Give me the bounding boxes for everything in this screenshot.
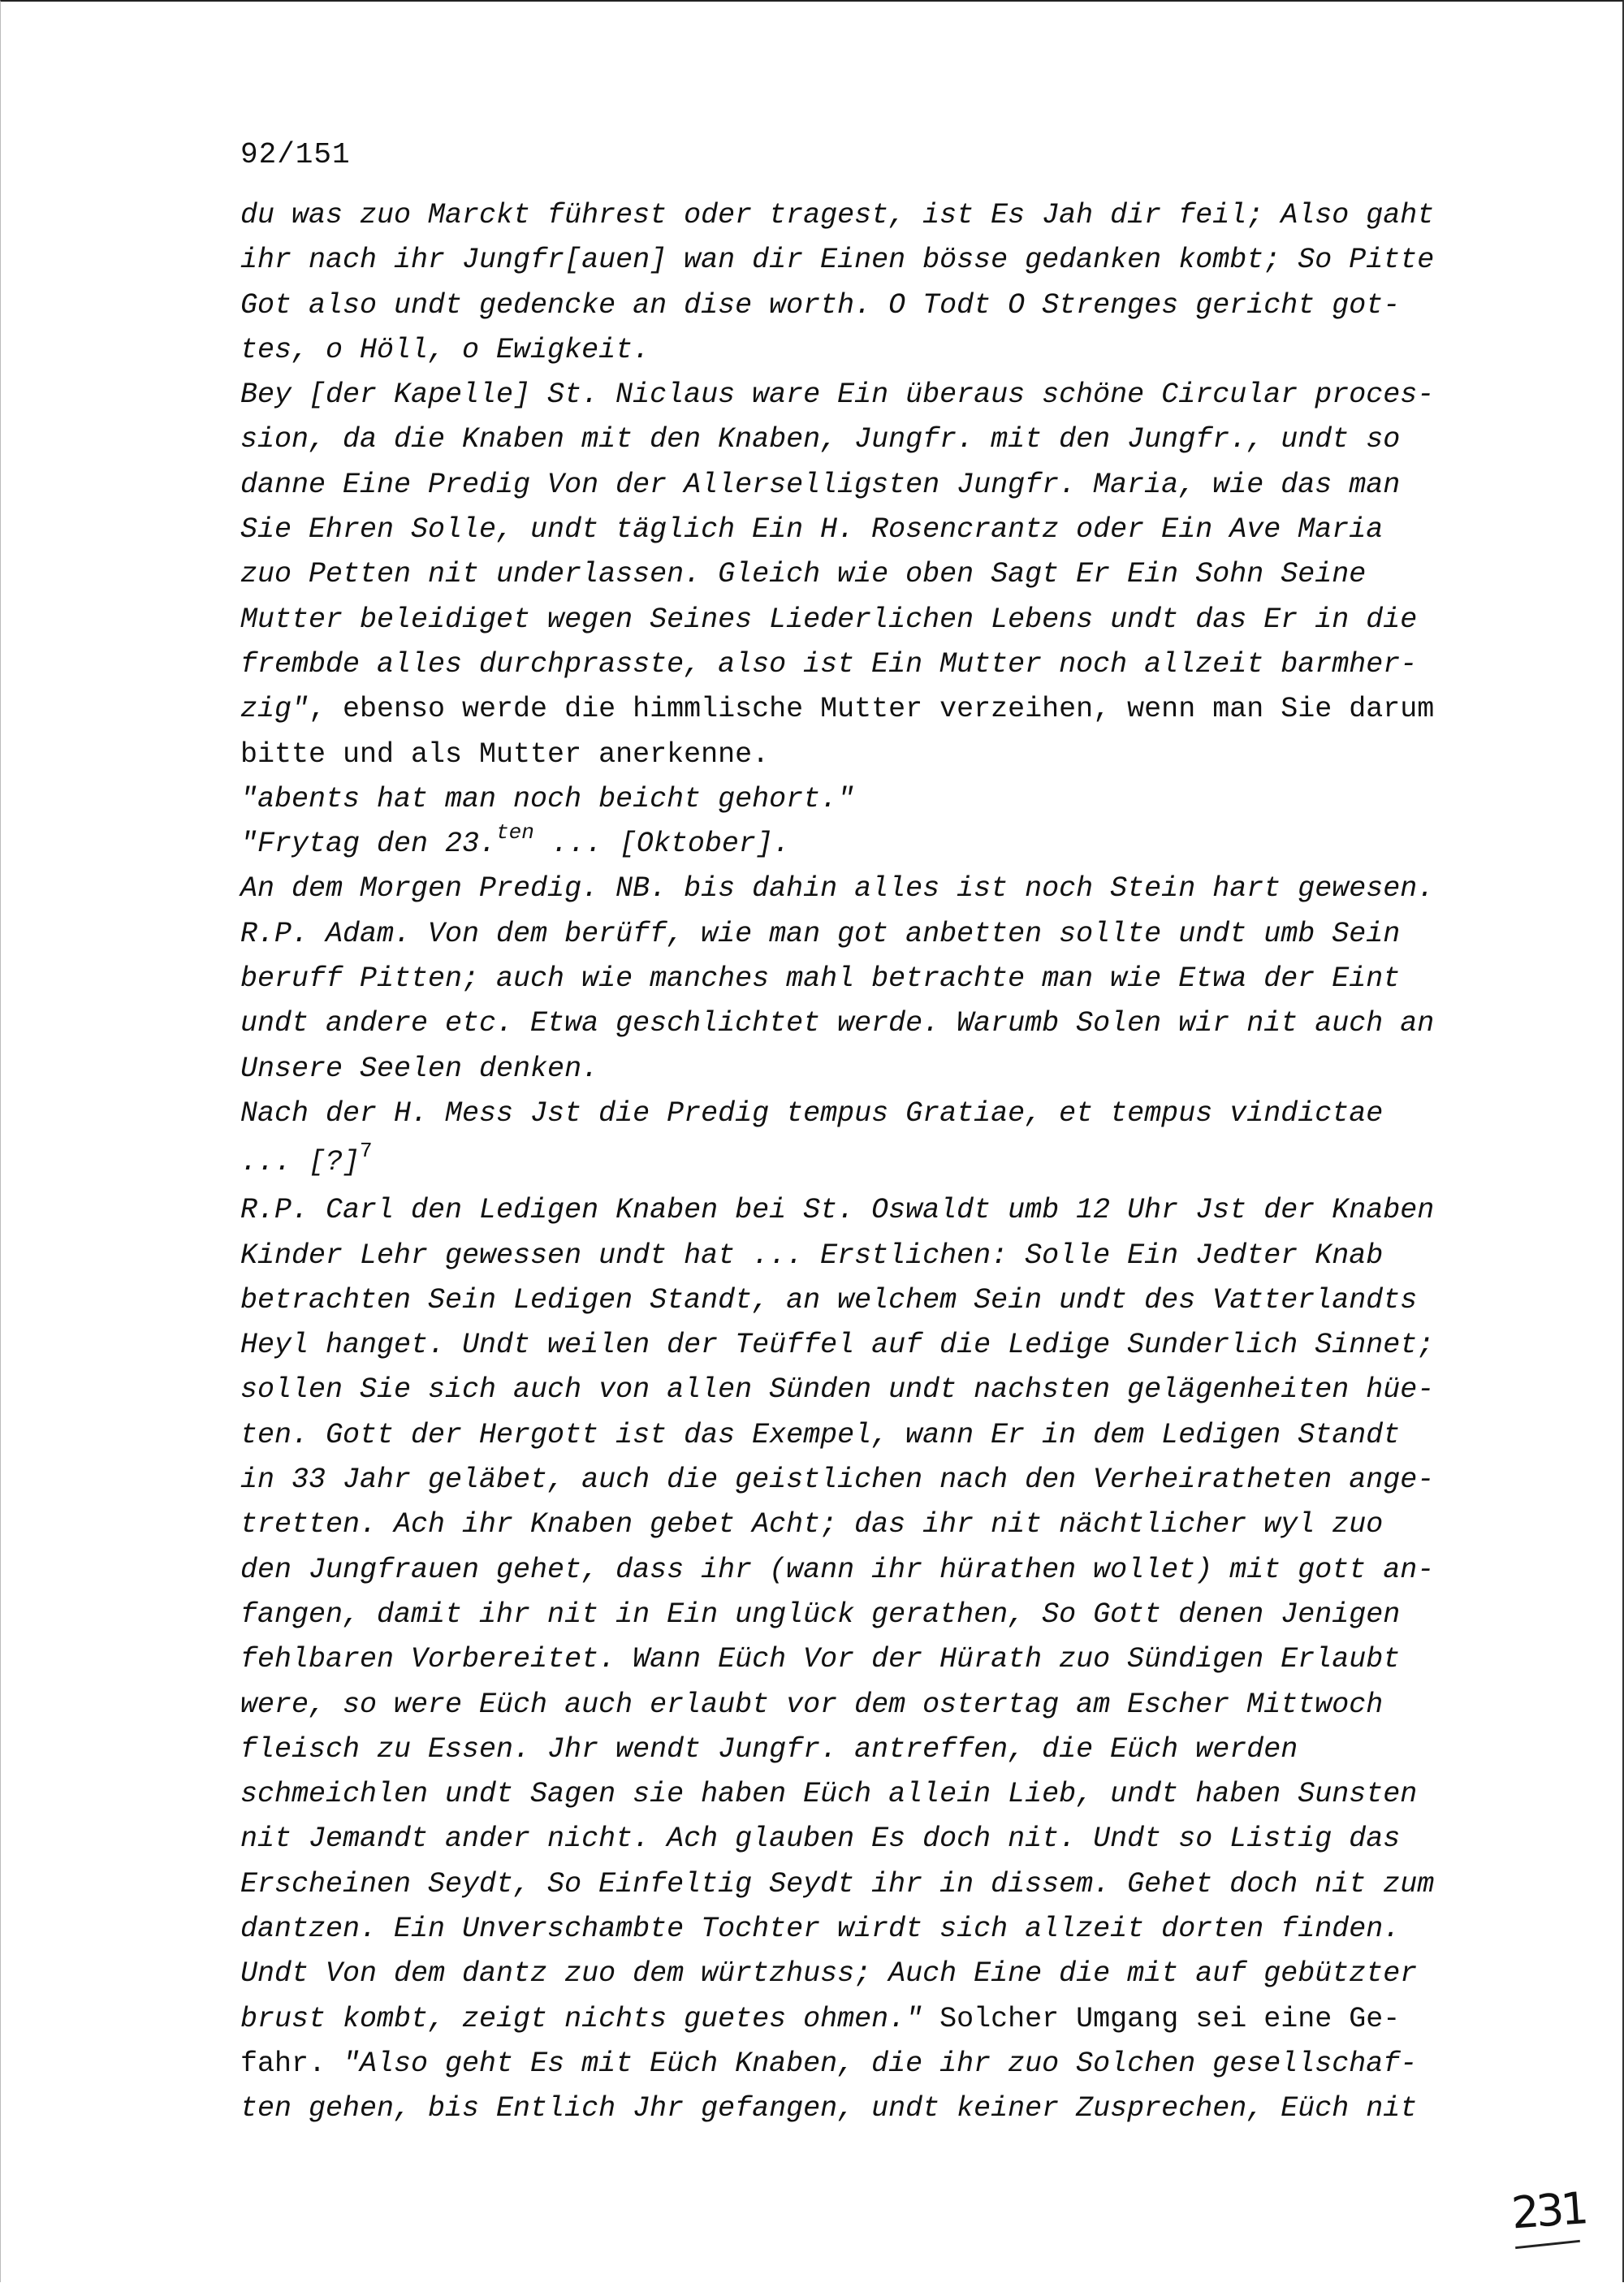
text-line: Bey [der Kapelle] St. Niclaus ware Ein überaus schöne Circular proces-	[240, 378, 1435, 412]
text-line: schmeichlen undt Sagen sie haben Eüch allein Lieb, undt haben Sunsten	[240, 1778, 1418, 1811]
text-line: du was zuo Marckt führest oder tragest, ist Es Jah dir feil; Also gaht	[240, 199, 1435, 231]
text-line: fleisch zu Essen. Jhr wendt Jungfr. antreffen, die Eüch werden	[240, 1732, 1298, 1766]
text-line	[240, 1997, 1491, 2042]
text-line: Mutter beleidiget wegen Seines Liederlichen Lebens undt das Er in die	[240, 603, 1418, 636]
text-line-italic: zig"	[240, 693, 309, 726]
text-fragment: ... [?]	[240, 1146, 361, 1179]
text-line: Kinder Lehr gewessen undt hat ... Erstlichen: Solle Ein Jedter Knab	[240, 1239, 1384, 1272]
text-fragment: "Frytag den 23.	[240, 828, 497, 861]
text-line: in 33 Jahr geläbet, auch die geistlichen nach den Verheiratheten ange-	[240, 1464, 1435, 1497]
text-line: sion, da die Knaben mit den Knaben, Jungfr. mit den Jungfr., undt so	[240, 423, 1401, 456]
text-line: ten. Gott der Hergott ist das Exempel, wann Er in dem Ledigen Standt	[240, 1418, 1401, 1451]
text-line: den Jungfrauen gehet, dass ihr (wann ihr hürathen wollet) mit gott an-	[240, 1553, 1435, 1586]
text-line: Heyl hanget. Undt weilen der Teüffel auf die Ledige Sunderlich Sinnet;	[240, 1329, 1435, 1362]
text-line: Unsere Seelen denken.	[240, 1052, 599, 1085]
footnote-marker: 7	[360, 1138, 373, 1163]
text-line-normal: fahr.	[240, 2047, 343, 2080]
text-line: zuo Petten nit underlassen. Gleich wie oben Sagt Er Ein Sohn Seine	[240, 558, 1367, 591]
text-line: Erscheinen Seydt, So Einfeltig Seydt ihr in dissem. Gehet doch nit zum	[240, 1867, 1435, 1900]
text-line: Nach der H. Mess Jst die Predig tempus Gratiae, et tempus vindictae	[240, 1096, 1384, 1130]
text-line: fangen, damit ihr nit in Ein unglück gerathen, So Gott denen Jenigen	[240, 1598, 1401, 1631]
text-line: undt andere etc. Etwa geschlichtet werde. Warumb Solen wir nit auch an	[240, 1007, 1435, 1040]
page-number: 92/151	[240, 138, 351, 171]
text-line: tes, o Höll, o Ewigkeit.	[240, 333, 650, 366]
text-line	[240, 1136, 1491, 1188]
text-line	[240, 687, 1491, 732]
text-line: tretten. Ach ihr Knaben gebet Acht; das ihr nit nächtlicher wyl zuo	[240, 1508, 1384, 1541]
text-line: ten gehen, bis Entlich Jhr gefangen, undt keiner Zusprechen, Eüch nit	[240, 2092, 1418, 2125]
text-line: Sie Ehren Solle, undt täglich Ein H. Rosencrantz oder Ein Ave Maria	[240, 513, 1384, 547]
text-line-italic: brust kombt, zeigt nichts guetes ohmen."	[240, 2002, 923, 2035]
text-line: betrachten Sein Ledigen Standt, an welchem Sein undt des Vatterlandts	[240, 1283, 1418, 1317]
text-line	[240, 819, 1491, 867]
text-line: Got also undt gedencke an dise worth. O Todt O Strenges gericht got-	[240, 288, 1401, 322]
text-line: beruff Pitten; auch wie manches mahl betrachte man wie Etwa der Eint	[240, 962, 1401, 996]
text-line-normal: , ebenso werde die himmlische Mutter verzeihen, wenn man Sie darum	[309, 693, 1435, 726]
text-line-normal: Solcher Umgang sei eine Ge-	[922, 2002, 1401, 2035]
text-line: dantzen. Ein Unverschambte Tochter wirdt sich allzeit dorten finden.	[240, 1912, 1401, 1945]
text-line: bitte und als Mutter anerkenne.	[240, 737, 770, 771]
text-line: "abents hat man noch beicht gehort."	[240, 782, 855, 815]
text-line: Undt Von dem dantz zuo dem würtzhuss; Auch Eine die mit auf gebützter	[240, 1957, 1418, 1991]
text-fragment: ... [Oktober].	[533, 828, 790, 861]
text-line: frembde alles durchprasste, also ist Ein Mutter noch allzeit barmher-	[240, 647, 1418, 681]
text-line: R.P. Adam. Von dem berüff, wie man got anbetten sollte undt umb Sein	[240, 917, 1401, 950]
text-line: nit Jemandt ander nicht. Ach glauben Es doch nit. Undt so Listig das	[240, 1823, 1401, 1856]
text-line: sollen Sie sich auch von allen Sünden undt nachsten gelägenheiten hüe-	[240, 1373, 1435, 1407]
text-line: An dem Morgen Predig. NB. bis dahin alles ist noch Stein hart gewesen.	[240, 872, 1435, 906]
text-line: danne Eine Predig Von der Allerselligsten Jungfr. Maria, wie das man	[240, 468, 1401, 501]
handwritten-folio-number: 231	[1510, 2182, 1587, 2239]
superscript: ten	[496, 819, 534, 845]
text-line: ihr nach ihr Jungfr[auen] wan dir Einen bösse gedanken kombt; So Pitte	[240, 244, 1435, 277]
transcription-text	[240, 193, 1491, 2131]
text-line: were, so were Eüch auch erlaubt vor dem ostertag am Escher Mittwoch	[240, 1688, 1384, 1721]
text-line	[240, 2042, 1491, 2086]
text-line: R.P. Carl den Ledigen Knaben bei St. Oswaldt umb 12 Uhr Jst der Knaben	[240, 1194, 1435, 1227]
text-line: fehlbaren Vorbereitet. Wann Eüch Vor der Hürath zuo Sündigen Erlaubt	[240, 1643, 1401, 1676]
text-line-italic: "Also geht Es mit Eüch Knaben, die ihr zuo Solchen gesellschaf-	[343, 2047, 1418, 2080]
